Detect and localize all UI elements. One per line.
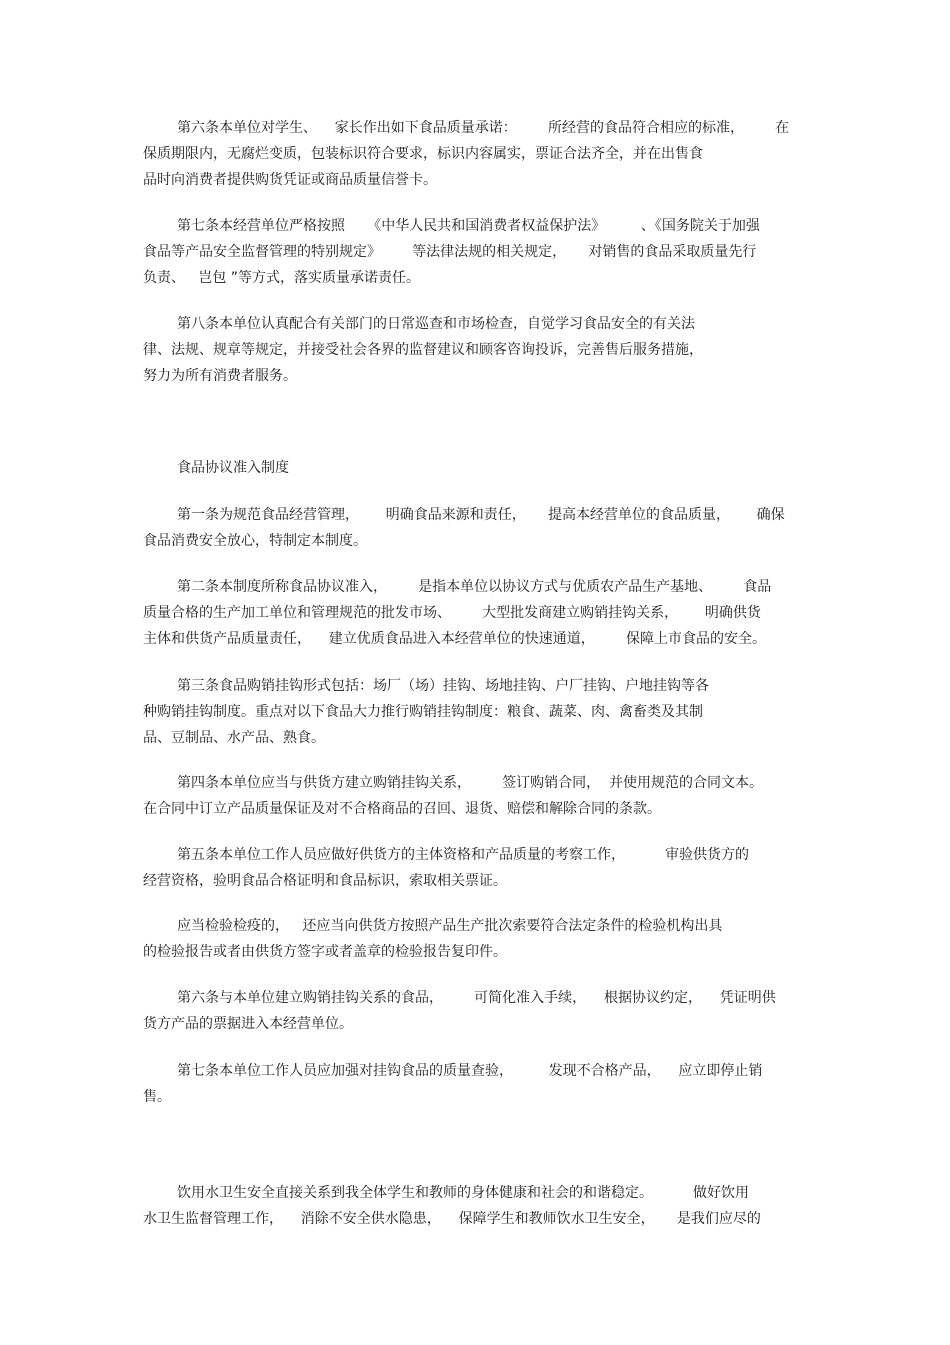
text-line: 水卫生监督管理工作， 消除不安全供水隐患， 保障学生和教师饮水卫生安全， 是我们应尽的 [143,1211,761,1227]
text-line: 质量合格的生产加工单位和管理规范的批发市场、 大型批发商建立购销挂钩关系， 明确供货 [143,605,761,621]
section-heading: 食品协议准入制度 [177,460,289,476]
text-line: 食品等产品安全监督管理的特别规定》 等法律法规的相关规定， 对销售的食品采取质量先行 [143,244,757,260]
text-line: 努力为所有消费者服务。 [143,368,297,384]
text-line: 的检验报告或者由供货方签字或者盖章的检验报告复印件。 [143,944,507,960]
text-line: 食品消费安全放心，特制定本制度。 [143,533,367,549]
text-line: 第五条本单位工作人员应做好供货方的主体资格和产品质量的考察工作， 审验供货方的 [177,847,750,863]
text-line: 第七条本经营单位严格按照 《中华人民共和国消费者权益保护法》 、《国务院关于加强 [177,218,760,234]
text-line: 货方产品的票据进入本经营单位。 [143,1016,353,1032]
text-line: 饮用水卫生安全直接关系到我全体学生和教师的身体健康和社会的和谐稳定。 做好饮用 [177,1185,750,1201]
text-line: 经营资格，验明食品合格证明和食品标识，索取相关票证。 [143,873,507,889]
text-line: 第七条本单位工作人员应加强对挂钩食品的质量查验， 发现不合格产品， 应立即停止销 [177,1063,763,1079]
text-line: 第一条为规范食品经营管理， 明确食品来源和责任， 提高本经营单位的食品质量， 确保 [177,507,785,523]
text-line: 种购销挂钩制度。重点对以下食品大力推行购销挂钩制度：粮食、蔬菜、肉、禽畜类及其制 [143,704,703,720]
text-line: 售。 [143,1089,171,1105]
text-line: 第二条本制度所称食品协议准入， 是指本单位以协议方式与优质农产品生产基地、 食品 [177,579,772,595]
text-line: 第三条食品购销挂钩形式包括：场厂（场）挂钩、场地挂钩、户厂挂钩、户地挂钩等各 [177,678,709,694]
text-line: 律、法规、规章等规定，并接受社会各界的监督建议和顾客咨询投诉，完善售后服务措施， [143,342,703,358]
text-line: 负责、 岂包 ”等方式，落实质量承诺责任。 [143,270,421,286]
text-line: 第六条本单位对学生、 家长作出如下食品质量承诺： 所经营的食品符合相应的标准， 在 [177,120,790,136]
text-line: 第四条本单位应当与供货方建立购销挂钩关系， 签订购销合同， 并使用规范的合同文本。 [177,775,764,791]
text-line: 主体和供货产品质量责任， 建立优质食品进入本经营单位的快速通道， 保障上市食品的安全。 [143,631,766,647]
text-line: 在合同中订立产品质量保证及对不合格商品的召回、退货、赔偿和解除合同的条款。 [143,801,661,817]
text-line: 品、豆制品、水产品、熟食。 [143,730,325,746]
text-line: 第六条与本单位建立购销挂钩关系的食品， 可简化准入手续， 根据协议约定， 凭证明供 [177,990,776,1006]
text-line: 品时向消费者提供购货凭证或商品质量信誉卡。 [143,172,437,188]
text-line: 保质期限内，无腐烂变质，包装标识符合要求，标识内容属实，票证合法齐全，并在出售食 [143,146,703,162]
text-line: 应当检验检疫的， 还应当向供货方按照产品生产批次索要符合法定条件的检验机构出具 [177,918,723,934]
text-line: 第八条本单位认真配合有关部门的日常巡查和市场检查，自觉学习食品安全的有关法 [177,316,695,332]
